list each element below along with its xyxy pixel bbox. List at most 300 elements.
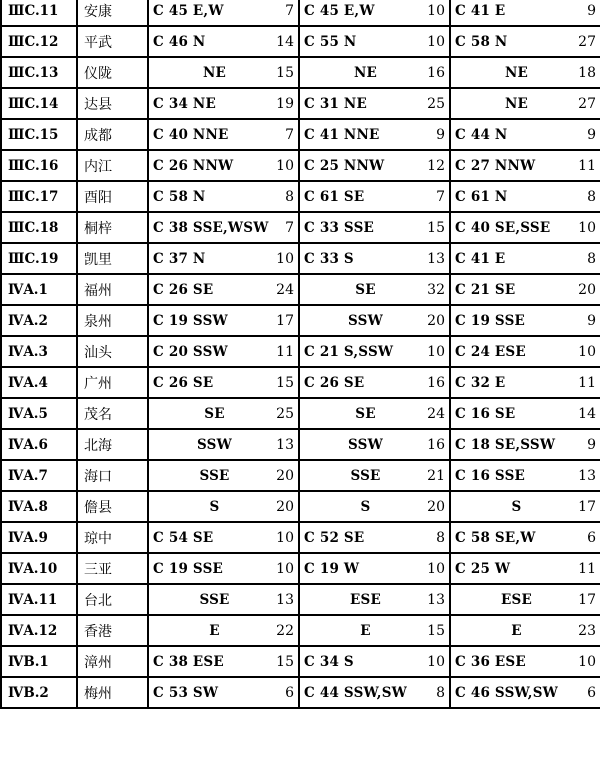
frequency-value: 24 [427, 405, 445, 422]
table-row [1, 646, 600, 677]
wind-direction: C 44 N [455, 126, 508, 143]
frequency-value: 14 [578, 405, 596, 422]
wind-cell-content [455, 282, 596, 298]
wind-cell-content [153, 34, 294, 50]
station-name: 梅州 [77, 677, 148, 708]
wind-cell [148, 88, 299, 119]
table-row [1, 119, 600, 150]
frequency-value: 21 [427, 467, 445, 484]
wind-cell [299, 460, 450, 491]
wind-cell [148, 677, 299, 708]
wind-direction: C 58 SE,W [455, 529, 536, 546]
wind-direction: S [511, 498, 522, 515]
zone-code: ⅣA.4 [1, 367, 77, 398]
wind-direction: C 19 SSW [153, 312, 228, 329]
wind-direction: C 19 SSE [153, 560, 224, 577]
wind-cell-content [455, 65, 596, 81]
frequency-value: 10 [276, 157, 294, 174]
frequency-value: 8 [587, 188, 596, 205]
frequency-value: 24 [276, 281, 294, 298]
frequency-value: 22 [276, 622, 294, 639]
wind-cell-content [304, 3, 445, 19]
wind-direction: SSW [348, 436, 383, 453]
station-name: 海口 [77, 460, 148, 491]
wind-cell-content [455, 189, 596, 205]
wind-cell [148, 150, 299, 181]
zone-code: ⅢC.15 [1, 119, 77, 150]
station-name: 凯里 [77, 243, 148, 274]
station-name: 达县 [77, 88, 148, 119]
wind-cell-content [153, 406, 294, 422]
station-name: 茂名 [77, 398, 148, 429]
wind-direction: C 36 ESE [455, 653, 526, 670]
wind-direction: C 21 SE [455, 281, 516, 298]
wind-direction: NE [504, 95, 529, 112]
zone-code: ⅣA.6 [1, 429, 77, 460]
wind-direction: C 33 S [304, 250, 354, 267]
frequency-value: 16 [427, 374, 445, 391]
zone-code: ⅣA.3 [1, 336, 77, 367]
wind-cell-content [153, 189, 294, 205]
wind-direction: E [511, 622, 522, 639]
wind-direction: C 45 E,W [304, 2, 375, 19]
frequency-value: 10 [427, 33, 445, 50]
table-row [1, 584, 600, 615]
wind-cell [299, 646, 450, 677]
frequency-value: 12 [427, 157, 445, 174]
table-row [1, 274, 600, 305]
frequency-value: 32 [427, 281, 445, 298]
wind-cell-content [455, 3, 596, 19]
frequency-value: 20 [578, 281, 596, 298]
frequency-value: 20 [427, 498, 445, 515]
wind-direction: SSE [199, 467, 230, 484]
wind-cell-content [304, 623, 445, 639]
zone-code: ⅢC.16 [1, 150, 77, 181]
wind-direction: NE [504, 64, 529, 81]
frequency-value: 15 [276, 653, 294, 670]
wind-direction: C 52 SE [304, 529, 365, 546]
station-name: 漳州 [77, 646, 148, 677]
wind-cell [450, 522, 600, 553]
wind-cell [450, 88, 600, 119]
wind-cell-content [304, 96, 445, 112]
station-name: 儋县 [77, 491, 148, 522]
frequency-value: 8 [436, 529, 445, 546]
frequency-value: 9 [587, 436, 596, 453]
wind-cell-content [455, 654, 596, 670]
wind-direction: SSE [350, 467, 381, 484]
wind-cell [299, 212, 450, 243]
frequency-value: 25 [427, 95, 445, 112]
wind-cell [148, 336, 299, 367]
table-row [1, 615, 600, 646]
wind-cell-content [153, 561, 294, 577]
wind-cell-content [304, 437, 445, 453]
wind-cell [450, 491, 600, 522]
zone-code: ⅣB.2 [1, 677, 77, 708]
wind-direction: NE [353, 64, 378, 81]
frequency-value: 11 [578, 374, 596, 391]
wind-cell-content [153, 344, 294, 360]
wind-cell [299, 119, 450, 150]
frequency-value: 19 [276, 95, 294, 112]
wind-cell [450, 0, 600, 26]
wind-cell-content [153, 375, 294, 391]
frequency-value: 10 [427, 560, 445, 577]
frequency-value: 8 [587, 250, 596, 267]
table-row [1, 150, 600, 181]
table-row [1, 305, 600, 336]
frequency-value: 6 [285, 684, 294, 701]
wind-direction: S [360, 498, 371, 515]
wind-direction: C 32 E [455, 374, 506, 391]
wind-cell-content [304, 65, 445, 81]
wind-cell [148, 646, 299, 677]
station-name: 香港 [77, 615, 148, 646]
frequency-value: 7 [285, 219, 294, 236]
wind-direction: SSW [197, 436, 232, 453]
wind-direction: C 20 SSW [153, 343, 228, 360]
table-row [1, 553, 600, 584]
wind-direction: E [360, 622, 371, 639]
table-row [1, 26, 600, 57]
wind-direction: SSE [199, 591, 230, 608]
wind-cell [299, 522, 450, 553]
frequency-value: 11 [578, 157, 596, 174]
frequency-value: 10 [276, 529, 294, 546]
table-row [1, 181, 600, 212]
wind-direction: C 37 N [153, 250, 206, 267]
frequency-value: 20 [276, 467, 294, 484]
wind-cell-content [455, 530, 596, 546]
wind-cell-content [304, 499, 445, 515]
frequency-value: 7 [436, 188, 445, 205]
wind-cell-content [153, 282, 294, 298]
wind-direction: C 54 SE [153, 529, 214, 546]
wind-cell-content [153, 313, 294, 329]
wind-cell [450, 646, 600, 677]
table-row [1, 522, 600, 553]
wind-cell-content [153, 654, 294, 670]
wind-cell-content [153, 468, 294, 484]
wind-cell [450, 553, 600, 584]
frequency-value: 17 [578, 591, 596, 608]
wind-cell [148, 367, 299, 398]
wind-cell [450, 57, 600, 88]
wind-direction: C 33 SSE [304, 219, 375, 236]
wind-cell [148, 243, 299, 274]
wind-cell-content [455, 623, 596, 639]
table-row [1, 243, 600, 274]
wind-cell-content [455, 127, 596, 143]
frequency-value: 7 [285, 126, 294, 143]
wind-cell-content [304, 189, 445, 205]
wind-cell [450, 398, 600, 429]
wind-cell-content [304, 654, 445, 670]
wind-direction: SE [355, 281, 376, 298]
zone-code: ⅣB.1 [1, 646, 77, 677]
zone-code: ⅣA.8 [1, 491, 77, 522]
wind-direction: C 25 NNW [304, 157, 385, 174]
frequency-value: 11 [578, 560, 596, 577]
wind-cell-content [304, 282, 445, 298]
frequency-value: 15 [276, 374, 294, 391]
frequency-value: 13 [427, 250, 445, 267]
frequency-value: 6 [587, 684, 596, 701]
frequency-value: 10 [276, 560, 294, 577]
frequency-value: 9 [587, 312, 596, 329]
frequency-value: 9 [587, 126, 596, 143]
wind-cell-content [304, 127, 445, 143]
wind-cell [450, 119, 600, 150]
wind-direction: C 19 W [304, 560, 360, 577]
wind-cell-content [304, 344, 445, 360]
wind-cell [299, 429, 450, 460]
zone-code: ⅢC.13 [1, 57, 77, 88]
wind-cell [299, 336, 450, 367]
wind-cell [299, 553, 450, 584]
wind-cell [148, 181, 299, 212]
wind-direction: ESE [350, 591, 381, 608]
wind-direction: C 38 SSE,WSW [153, 219, 269, 236]
station-name: 仪陇 [77, 57, 148, 88]
frequency-value: 11 [276, 343, 294, 360]
wind-cell-content [455, 34, 596, 50]
wind-direction: C 31 NE [304, 95, 367, 112]
frequency-value: 9 [587, 2, 596, 19]
wind-cell-content [153, 499, 294, 515]
wind-cell [450, 274, 600, 305]
table-row [1, 336, 600, 367]
wind-cell [299, 584, 450, 615]
wind-cell-content [455, 251, 596, 267]
wind-cell [148, 26, 299, 57]
wind-cell-content [455, 96, 596, 112]
wind-cell-content [304, 561, 445, 577]
station-name: 汕头 [77, 336, 148, 367]
wind-cell [148, 460, 299, 491]
wind-cell-content [153, 251, 294, 267]
wind-cell-content [455, 437, 596, 453]
wind-cell [299, 491, 450, 522]
frequency-value: 10 [578, 343, 596, 360]
wind-cell [299, 0, 450, 26]
wind-cell-content [455, 592, 596, 608]
wind-direction: C 27 NNW [455, 157, 536, 174]
wind-cell [299, 181, 450, 212]
wind-cell-content [304, 313, 445, 329]
wind-cell [450, 460, 600, 491]
wind-cell-content [304, 406, 445, 422]
zone-code: ⅢC.11 [1, 0, 77, 26]
wind-cell-content [304, 375, 445, 391]
table-row [1, 460, 600, 491]
wind-cell [299, 367, 450, 398]
wind-cell [148, 429, 299, 460]
wind-cell [148, 398, 299, 429]
table-row [1, 0, 600, 26]
wind-cell [450, 212, 600, 243]
wind-direction: C 26 SE [153, 374, 214, 391]
wind-cell [148, 212, 299, 243]
frequency-value: 8 [285, 188, 294, 205]
wind-direction: C 26 NNW [153, 157, 234, 174]
station-name: 成都 [77, 119, 148, 150]
wind-direction: C 16 SE [455, 405, 516, 422]
frequency-value: 17 [578, 498, 596, 515]
wind-direction: C 58 N [455, 33, 508, 50]
wind-direction: C 40 NNE [153, 126, 229, 143]
wind-cell [450, 26, 600, 57]
wind-cell [299, 615, 450, 646]
wind-cell-content [455, 375, 596, 391]
wind-cell [450, 677, 600, 708]
frequency-value: 6 [587, 529, 596, 546]
wind-direction: ESE [501, 591, 532, 608]
wind-direction: SE [355, 405, 376, 422]
station-name: 平武 [77, 26, 148, 57]
station-name: 广州 [77, 367, 148, 398]
wind-cell [148, 305, 299, 336]
frequency-value: 10 [427, 653, 445, 670]
wind-cell [450, 243, 600, 274]
zone-code: ⅢC.18 [1, 212, 77, 243]
frequency-value: 15 [276, 64, 294, 81]
wind-cell-content [153, 220, 294, 236]
table-row [1, 57, 600, 88]
zone-code: ⅣA.9 [1, 522, 77, 553]
frequency-value: 17 [276, 312, 294, 329]
wind-cell-content [455, 685, 596, 701]
wind-cell [148, 491, 299, 522]
wind-cell [299, 677, 450, 708]
wind-cell [450, 584, 600, 615]
frequency-value: 27 [578, 33, 596, 50]
station-name: 安康 [77, 0, 148, 26]
wind-cell [148, 584, 299, 615]
table-row [1, 398, 600, 429]
table-row [1, 491, 600, 522]
frequency-value: 16 [427, 64, 445, 81]
station-name: 泉州 [77, 305, 148, 336]
wind-cell [450, 181, 600, 212]
zone-code: ⅢC.19 [1, 243, 77, 274]
wind-direction: C 55 N [304, 33, 357, 50]
wind-cell [450, 305, 600, 336]
wind-direction: C 46 SSW,SW [455, 684, 559, 701]
station-name: 琼中 [77, 522, 148, 553]
wind-cell-content [153, 127, 294, 143]
wind-cell [148, 0, 299, 26]
wind-direction: C 41 E [455, 250, 506, 267]
wind-cell-content [153, 437, 294, 453]
wind-direction: C 45 E,W [153, 2, 224, 19]
wind-direction: C 19 SSE [455, 312, 526, 329]
wind-cell-content [304, 592, 445, 608]
wind-direction: NE [202, 64, 227, 81]
zone-code: ⅣA.10 [1, 553, 77, 584]
wind-cell-content [455, 344, 596, 360]
station-name: 台北 [77, 584, 148, 615]
frequency-value: 10 [578, 219, 596, 236]
zone-code: ⅣA.7 [1, 460, 77, 491]
frequency-value: 27 [578, 95, 596, 112]
station-name: 北海 [77, 429, 148, 460]
frequency-value: 14 [276, 33, 294, 50]
wind-cell-content [153, 592, 294, 608]
wind-cell-content [455, 313, 596, 329]
wind-cell-content [153, 96, 294, 112]
wind-direction: C 34 NE [153, 95, 216, 112]
wind-cell [148, 57, 299, 88]
wind-cell-content [304, 685, 445, 701]
zone-code: ⅢC.17 [1, 181, 77, 212]
wind-direction: C 41 NNE [304, 126, 380, 143]
station-name: 桐梓 [77, 212, 148, 243]
wind-cell [148, 119, 299, 150]
wind-cell-content [455, 561, 596, 577]
frequency-value: 10 [578, 653, 596, 670]
wind-direction: C 16 SSE [455, 467, 526, 484]
wind-direction: C 21 S,SSW [304, 343, 394, 360]
wind-cell-content [304, 251, 445, 267]
wind-direction: C 38 ESE [153, 653, 224, 670]
wind-cell-content [455, 406, 596, 422]
wind-direction: E [209, 622, 220, 639]
wind-direction: SE [204, 405, 225, 422]
wind-cell [450, 429, 600, 460]
wind-cell [450, 367, 600, 398]
frequency-value: 18 [578, 64, 596, 81]
frequency-value: 15 [427, 219, 445, 236]
frequency-value: 15 [427, 622, 445, 639]
frequency-value: 10 [427, 2, 445, 19]
table-row [1, 212, 600, 243]
wind-direction: S [209, 498, 220, 515]
wind-cell [299, 274, 450, 305]
wind-direction: C 41 E [455, 2, 506, 19]
frequency-value: 25 [276, 405, 294, 422]
zone-code: ⅢC.12 [1, 26, 77, 57]
wind-cell [450, 150, 600, 181]
wind-direction: C 44 SSW,SW [304, 684, 408, 701]
wind-direction: C 58 N [153, 188, 206, 205]
table-row [1, 88, 600, 119]
station-name: 内江 [77, 150, 148, 181]
wind-direction: C 24 ESE [455, 343, 526, 360]
wind-direction: C 61 SE [304, 188, 365, 205]
wind-cell-content [153, 158, 294, 174]
wind-cell [299, 88, 450, 119]
frequency-value: 23 [578, 622, 596, 639]
wind-cell [299, 26, 450, 57]
table-row [1, 677, 600, 708]
wind-direction: C 26 SE [153, 281, 214, 298]
wind-cell-content [455, 220, 596, 236]
station-name: 三亚 [77, 553, 148, 584]
frequency-value: 9 [436, 126, 445, 143]
zone-code: ⅣA.12 [1, 615, 77, 646]
wind-cell-content [304, 220, 445, 236]
table-row [1, 429, 600, 460]
wind-cell-content [304, 468, 445, 484]
frequency-value: 8 [436, 684, 445, 701]
wind-cell [299, 150, 450, 181]
frequency-value: 7 [285, 2, 294, 19]
wind-direction: C 34 S [304, 653, 354, 670]
wind-direction: C 25 W [455, 560, 511, 577]
